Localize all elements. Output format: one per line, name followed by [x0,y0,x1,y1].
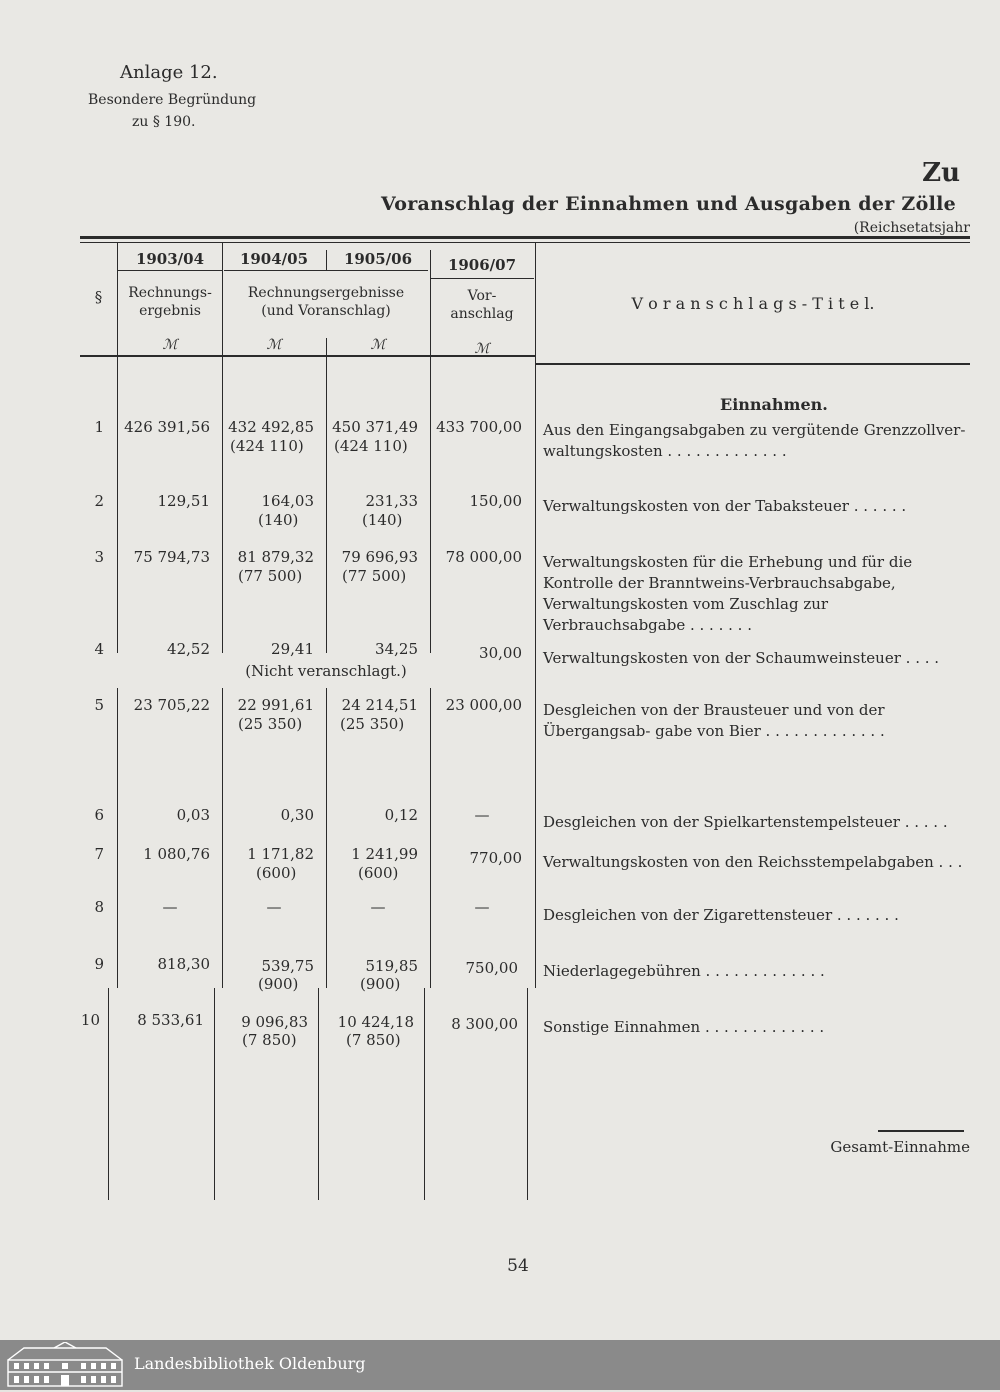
row-description: Verwaltungskosten für die Erhebung und für die Kontrolle der Branntweins-Verbrauchsabgabe, Verwaltungskosten vom Zuschlag zur Verbrauchsabgabe . . . . . . . [543,553,913,634]
estimate-1904: (77 500) [238,567,303,585]
value-1905: 1 241,99 [351,845,418,863]
col-rule-1c [108,988,109,1200]
col-rule-4b [430,688,431,988]
value-1903: 129,51 [157,492,210,510]
row-description: Niederlagegebühren . . . . . . . . . . . . . [543,962,825,980]
value-1904: 1 171,82 [247,845,314,863]
total-rule [878,1130,964,1132]
value-1904: 539,75 [261,957,314,975]
year-header-1903: 1903/04 [135,250,205,268]
col-rule-5c [527,988,528,1200]
value-1906: 433 700,00 [436,418,522,436]
value-1903: 818,30 [157,955,210,973]
value-1905: 231,33 [365,492,418,510]
value-1906: 150,00 [469,492,522,510]
table-top-rule-thin [80,242,970,243]
estimate-1904: (424 110) [230,437,304,455]
row-description: Desgleichen von der Zigarettensteuer . . . . . . . [543,906,899,924]
value-1906: 23 000,00 [445,696,522,714]
row-number: 4 [94,640,104,658]
total-label: Gesamt-Einnahme [830,1138,970,1156]
row-number: 7 [94,845,104,863]
estimate-1904: (140) [258,511,299,529]
results-header-line2: (und Voranschlag) [261,303,391,319]
value-1905: 79 696,93 [341,548,418,566]
value-1903: 0,03 [176,806,210,824]
value-1903: 42,52 [167,640,210,658]
value-1903: 8 533,61 [137,1011,204,1029]
value-1903: 75 794,73 [133,548,210,566]
estimate-header-line1: Vor- [467,288,497,304]
value-1906: 78 000,00 [445,548,522,566]
section-heading: Einnahmen. [720,395,828,414]
results-header-line1: Rechnungsergebnisse [247,285,405,301]
currency-mark-1: ℳ [162,337,178,353]
value-1906: — [474,806,490,824]
estimate-1904: (7 850) [242,1031,297,1049]
estimate-1905: (25 350) [340,715,405,733]
estimate-1905: (140) [362,511,403,529]
row-number: 6 [94,806,104,824]
row-description: Sonstige Einnahmen . . . . . . . . . . . . . [543,1018,825,1036]
year-header-1904: 1904/05 [239,250,309,268]
footer-bar [0,1340,1000,1390]
value-1903: 426 391,56 [124,418,210,436]
col-rule-3b [326,688,327,988]
value-1903: 1 080,76 [143,845,210,863]
year-header-1905: 1905/06 [343,250,413,268]
page-number: 54 [507,1256,529,1276]
currency-mark-2: ℳ [266,337,282,353]
value-1904: — [266,898,282,916]
annex-label: Anlage 12. [120,62,218,83]
value-1905: 519,85 [365,957,418,975]
estimate-1905: (424 110) [334,437,408,455]
col-rule-1b [117,688,118,988]
value-1903: 23 705,22 [133,696,210,714]
row-number: 3 [94,548,104,566]
currency-mark-4: ℳ [474,341,490,357]
col-rule-5a [535,243,536,988]
library-building-icon [4,1342,126,1392]
value-1906: 8 300,00 [451,1015,518,1033]
estimate-1905: (600) [358,864,399,882]
not-estimated-note: (Nicht veranschlagt.) [245,662,407,680]
estimate-1905: (77 500) [342,567,407,585]
row-description: Verwaltungskosten von der Tabaksteuer . . . . . . [543,497,907,515]
row-number: 1 [94,418,104,436]
value-1905: 450 371,49 [332,418,418,436]
table-top-rule [80,236,970,239]
value-1906: 770,00 [469,849,522,867]
value-1905: 0,12 [384,806,418,824]
row-description: Verwaltungskosten von den Reichsstempelabgaben . . . [543,853,963,871]
value-1904: 81 879,32 [237,548,314,566]
value-1903: — [162,898,178,916]
year-underline-2 [224,270,428,271]
year-header-1906: 1906/07 [447,256,517,274]
row-number: 5 [94,696,104,714]
estimate-1905: (7 850) [346,1031,401,1049]
result-header: Rechnungs- ergebnis [128,285,212,319]
fiscal-year-note: (Reichsetatsjahr [853,220,970,236]
row-description: Desgleichen von der Spielkartenstempelsteuer . . . . . [543,813,948,831]
estimate-1904: (900) [258,975,299,993]
value-1906: — [474,898,490,916]
value-1904: 164,03 [261,492,314,510]
value-1905: 10 424,18 [337,1013,414,1031]
header-bottom-rule-right [535,363,970,365]
paragraph-reference: zu § 190. [132,114,196,130]
year-underline-4 [430,278,534,279]
estimate-1905: (900) [360,975,401,993]
row-description: Aus den Eingangsabgaben zu vergütende Grenzzollver- waltungskosten . . . . . . . . . . . . . [543,421,966,460]
row-number: 2 [94,492,104,510]
row-description: Desgleichen von der Brausteuer und von der Übergangsab- gabe von Bier . . . . . . . . . . . . . [543,701,885,740]
estimate-1904: (600) [256,864,297,882]
year-underline-1 [118,270,222,271]
value-1904: 22 991,61 [237,696,314,714]
heading-zu: Zu [922,158,960,188]
col-rule-2b [222,688,223,988]
value-1905: — [370,898,386,916]
value-1904: 9 096,83 [241,1013,308,1031]
value-1904: 29,41 [271,640,314,658]
row-number: 9 [94,955,104,973]
row-number: 10 [80,1011,100,1029]
value-1906: 30,00 [479,644,522,662]
value-1904: 0,30 [280,806,314,824]
value-1904: 432 492,85 [228,418,314,436]
estimate-1904: (25 350) [238,715,303,733]
estimate-header-line2: anschlag [450,306,514,322]
row-description: Verwaltungskosten von der Schaumweinsteuer . . . . [543,649,940,667]
value-1905: 34,25 [375,640,418,658]
justification-label: Besondere Begründung [88,92,257,108]
title-column-header: V o r a n s c h l a g s - T i t e l. [631,294,875,313]
library-name[interactable]: Landesbibliothek Oldenburg [134,1354,366,1373]
col-rule-1a [117,243,118,653]
row-number: 8 [94,898,104,916]
value-1905: 24 214,51 [341,696,418,714]
value-1906: 750,00 [465,959,518,977]
page-title: Voranschlag der Einnahmen und Ausgaben der Zölle [380,193,956,215]
section-column-header: § [94,288,103,306]
currency-mark-3: ℳ [370,337,386,353]
